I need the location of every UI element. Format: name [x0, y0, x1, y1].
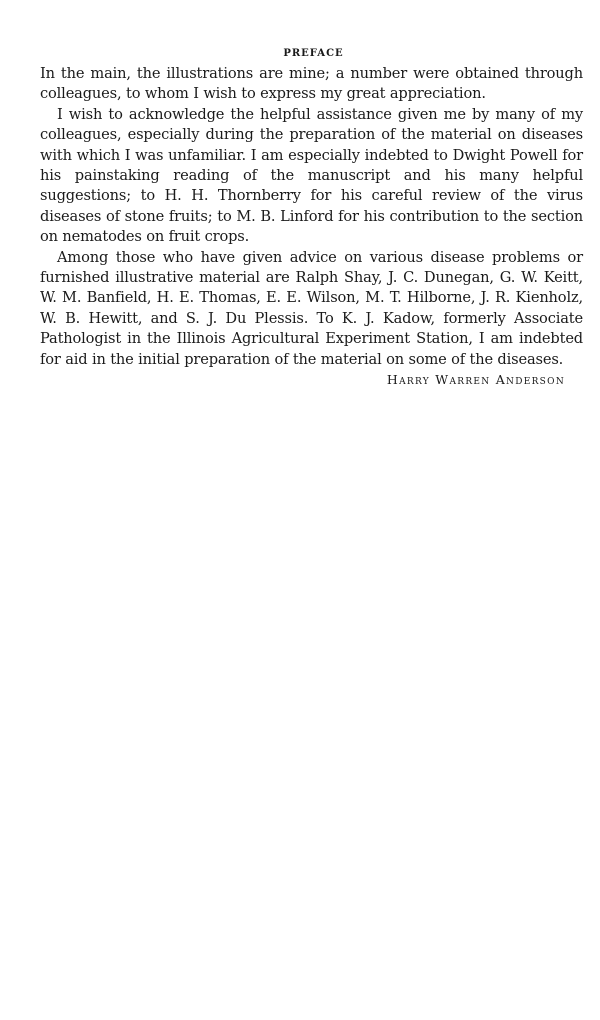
- paragraph-illustrations: In the main, the illustrations are mine; a number were obtained through colleagues, to whom I wish to express my great appreciation.: [40, 65, 583, 103]
- paragraph-acknowledgements: I wish to acknowledge the helpful assistance given me by many of my colleagues, especially during the preparation of the material on diseases with which I was unfamiliar. I am especially indebted to Dwight Powell for his painstaking reading of the manuscript and his many helpful suggestions; to H. H. Thornberry for his careful review of the virus diseases of stone fruits; to M. B. Linford for his contribution to the section on nematodes on fruit crops.: [40, 105, 583, 246]
- document-page: [40, 44, 583, 390]
- author-signature: Harry Warren Anderson: [386, 372, 565, 388]
- page-heading: PREFACE: [283, 48, 344, 59]
- paragraph-contributors: Among those who have given advice on various disease problems or furnished illustrative material are Ralph Shay, J. C. Dunegan, G. W. Keitt, W. M. Banfield, H. E. Thomas, E. E. Wilson, M. T. Hilborne, J. R. Kienholz, W. B. Hewitt, and S. J. Du Plessis. To K. J. Kadow, formerly Associate Pathologist in the Illinois Agricultural Experiment Station, I am indebted for aid in the initial preparation of the material on some of the diseases.: [40, 248, 583, 368]
